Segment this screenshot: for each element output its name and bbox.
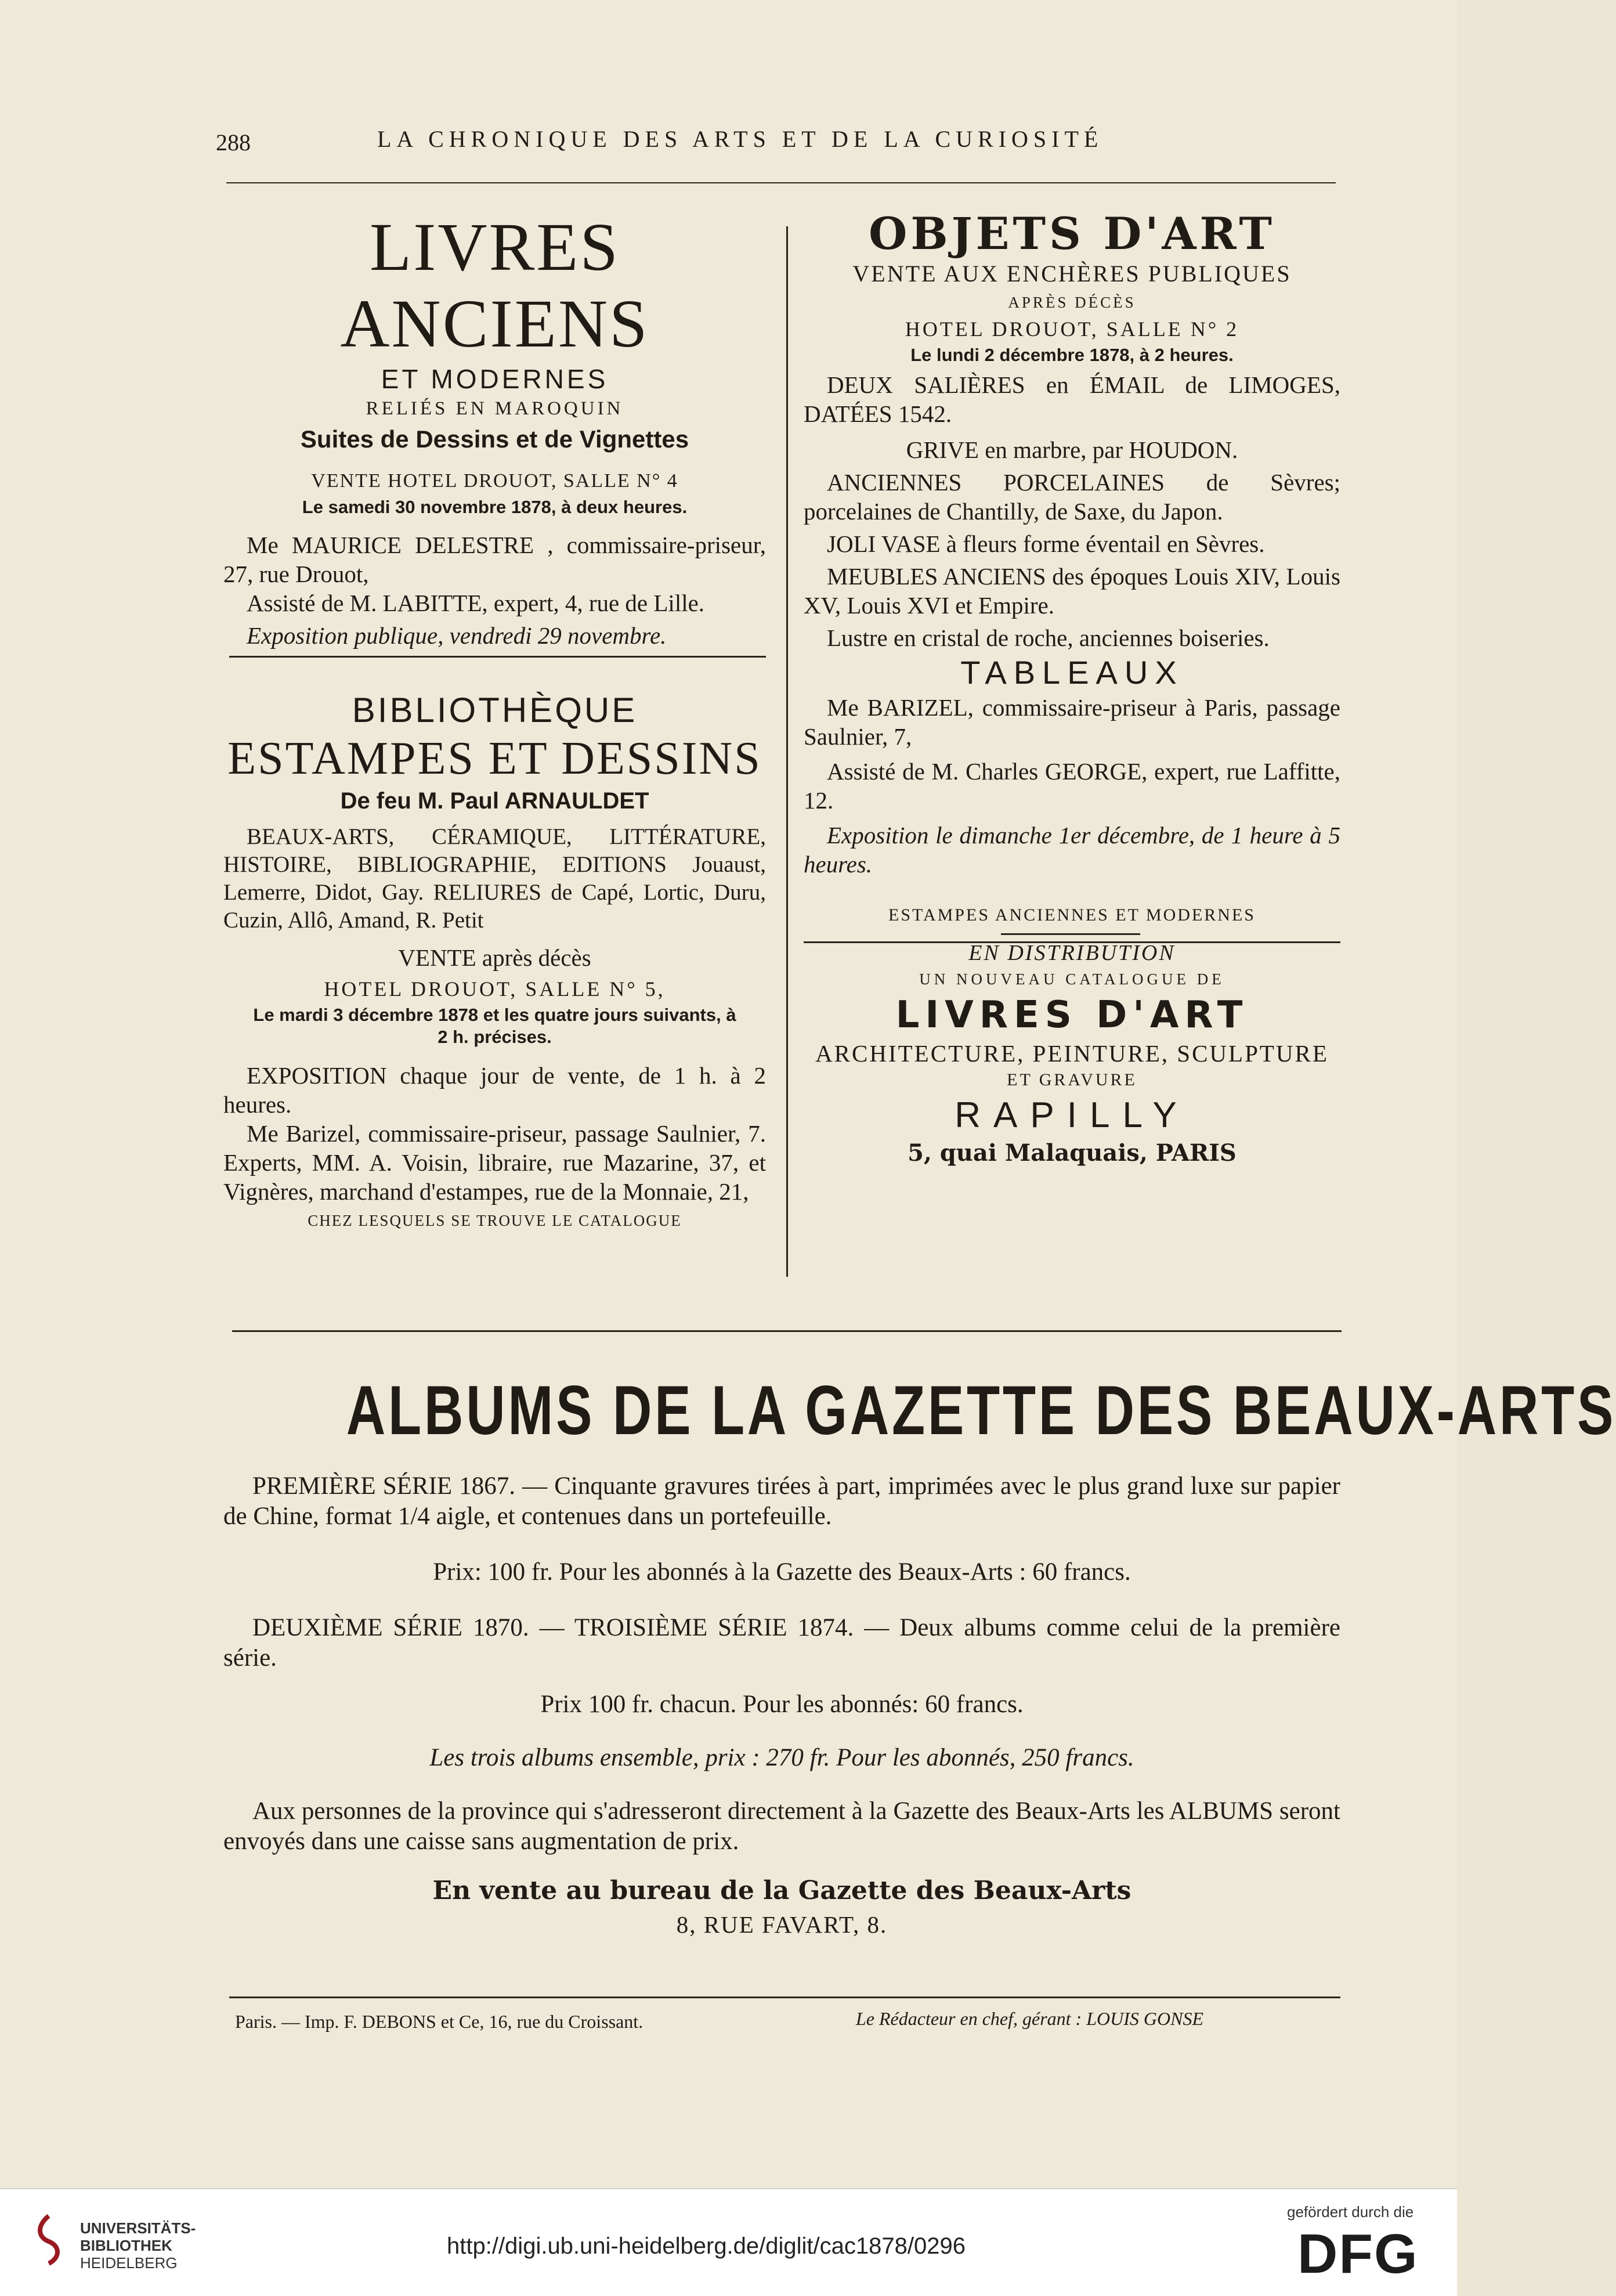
albums-paragraph: PREMIÈRE SÉRIE 1867. — Cinquante gravures tirées à part, imprimées avec le plus grand luxe sur papier de Chine, format 1/4 aigle, et contenues dans un portefeuille. xyxy=(223,1472,1340,1530)
section-rule xyxy=(232,1330,1342,1332)
ad-item: MEUBLES ANCIENS des époques Louis XIV, Louis XV, Louis XVI et Empire. xyxy=(804,563,1340,619)
ad-owner: De feu M. Paul ARNAULDET xyxy=(340,788,649,814)
ad-line: VENTE AUX ENCHÈRES PUBLIQUES xyxy=(852,261,1292,287)
ad-paragraph: EXPOSITION chaque jour de vente, de 1 h. à 2 heures. xyxy=(223,1062,766,1118)
short-rule xyxy=(1001,933,1140,935)
running-title: LA CHRONIQUE DES ARTS ET DE LA CURIOSITÉ xyxy=(377,126,1104,152)
ad-date: Le mardi 3 décembre 1878 et les quatre jours suivants, à 2 h. précises. xyxy=(253,1005,736,1047)
albums-price: Prix: 100 fr. Pour les abonnés à la Gazette des Beaux-Arts : 60 francs. xyxy=(433,1558,1131,1586)
ad-paragraph: Assisté de M. LABITTE, expert, 4, rue de Lille. xyxy=(247,590,705,616)
library-name-line: HEIDELBERG xyxy=(80,2254,178,2272)
dfg-logo: DFG xyxy=(1297,2223,1419,2285)
ad-sale: HOTEL DROUOT, SALLE N° 2 xyxy=(905,317,1239,341)
ad-exposition: Exposition le dimanche 1er décembre, de 1 heure à 5 heures. xyxy=(804,822,1340,878)
right-column xyxy=(804,209,1340,1168)
ad-address: 5, quai Malaquais, PARIS xyxy=(908,1139,1237,1167)
ad-paragraph: Me Barizel, commissaire-priseur, passage Saulnier, 7. Experts, MM. A. Voisin, libraire, rue Mazarine, 37, et Vignères, marchand d'estampes, rue de la Monnaie, 21, xyxy=(223,1120,766,1205)
albums-section xyxy=(223,1367,1616,1941)
library-name-line: UNIVERSITÄTS- xyxy=(80,2219,196,2237)
ad-line: ARCHITECTURE, PEINTURE, SCULPTURE xyxy=(815,1040,1329,1067)
funded-by: gefördert durch die xyxy=(1287,2203,1414,2221)
ad-item: GRIVE en marbre, par HOUDON. xyxy=(906,436,1238,463)
permalink-url[interactable]: http://digi.ub.uni-heidelberg.de/diglit/cac1878/0296 xyxy=(447,2233,966,2259)
section-rule xyxy=(804,941,1340,943)
ad-line: UN NOUVEAU CATALOGUE DE xyxy=(919,970,1225,988)
ad-title-bibliotheque: BIBLIOTHÈQUE xyxy=(352,691,638,730)
ad-catalogue: CHEZ LESQUELS SE TROUVE LE CATALOGUE xyxy=(308,1212,682,1229)
ad-paragraph: BEAUX-ARTS, CÉRAMIQUE, LITTÉRATURE, HISTOIRE, BIBLIOGRAPHIE, EDITIONS Jouaust, Lemerre, Didot, Gay. RELIURES de Capé, Lortic, Duru, Cuzin, Allô, Amand, R. Petit xyxy=(223,824,766,933)
ad-subtitle: ET MODERNES xyxy=(381,364,609,394)
ad-line: APRÈS DÉCÈS xyxy=(1008,294,1136,311)
ad-title-tableaux: TABLEAUX xyxy=(960,654,1184,691)
ad-item: DEUX SALIÈRES en ÉMAIL de LIMOGES, DATÉES 1542. xyxy=(804,371,1340,427)
ad-title-livres-anciens: LIVRES ANCIENS xyxy=(340,209,649,362)
ad-line: ESTAMPES ANCIENNES ET MODERNES xyxy=(888,905,1256,925)
imprint-printer: Paris. — Imp. F. DEBONS et Ce, 16, rue du Croissant. xyxy=(235,2011,643,2032)
ad-paragraph: Assisté de M. Charles GEORGE, expert, rue Laffitte, 12. xyxy=(804,758,1340,814)
albums-paragraph: DEUXIÈME SÉRIE 1870. — TROISIÈME SÉRIE 1874. — Deux albums comme celui de la première série. xyxy=(223,1614,1340,1672)
ad-title-objets-dart: OBJETS D'ART xyxy=(869,208,1275,259)
ad-exposition: Exposition publique, vendredi 29 novembre. xyxy=(247,622,667,649)
ad-sale: VENTE HOTEL DROUOT, SALLE N° 4 xyxy=(311,470,678,492)
ad-line: RELIÉS EN MAROQUIN xyxy=(366,398,624,419)
ad-title-livres-dart: LIVRES D'ART xyxy=(895,994,1249,1037)
ad-line-vignettes: Suites de Dessins et de Vignettes xyxy=(300,425,689,453)
albums-sale: En vente au bureau de la Gazette des Beaux-Arts xyxy=(432,1876,1131,1905)
ad-paragraph: Me MAURICE DELESTRE , commissaire-priseur, 27, rue Drouot, xyxy=(223,532,766,587)
imprint-rule xyxy=(229,1997,1340,1998)
ad-paragraph: Me BARIZEL, commissaire-priseur à Paris, passage Saulnier, 7, xyxy=(804,694,1340,750)
albums-paragraph: Aux personnes de la province qui s'adresseront directement à la Gazette des Beaux-Arts les ALBUMS seront envoyés dans une caisse sans augmentation de prix. xyxy=(223,1797,1340,1855)
left-column xyxy=(223,209,766,1235)
ad-line: ET GRAVURE xyxy=(1007,1070,1137,1089)
ad-item: Lustre en cristal de roche, anciennes boiseries. xyxy=(827,624,1270,651)
library-name xyxy=(80,2219,196,2272)
library-logo-icon xyxy=(31,2214,66,2266)
library-name-line: BIBLIOTHEK xyxy=(80,2237,172,2254)
ad-title-estampes: ESTAMPES ET DESSINS xyxy=(227,733,762,784)
ad-item: JOLI VASE à fleurs forme éventail en Sèvres. xyxy=(827,530,1265,557)
ad-item: ANCIENNES PORCELAINES de Sèvres; porcelaines de Chantilly, de Saxe, du Japon. xyxy=(804,469,1340,525)
ad-sale: VENTE après décès xyxy=(398,944,591,971)
ad-date: Le samedi 30 novembre 1878, à deux heures. xyxy=(302,497,688,517)
albums-address: 8, RUE FAVART, 8. xyxy=(676,1911,888,1938)
albums-price: Prix 100 fr. chacun. Pour les abonnés: 60 francs. xyxy=(540,1691,1024,1718)
albums-title: ALBUMS DE LA GAZETTE DES BEAUX-ARTS xyxy=(346,1371,1616,1449)
ad-line: EN DISTRIBUTION xyxy=(968,941,1176,965)
ad-date: Le lundi 2 décembre 1878, à 2 heures. xyxy=(910,345,1234,365)
imprint-editor: Le Rédacteur en chef, gérant : LOUIS GONSE xyxy=(856,2008,1203,2029)
ad-sale-room: HOTEL DROUOT, SALLE N° 5, xyxy=(324,977,666,1001)
section-rule xyxy=(229,656,766,658)
albums-price: Les trois albums ensemble, prix : 270 fr. Pour les abonnés, 250 francs. xyxy=(429,1744,1134,1771)
ad-publisher: RAPILLY xyxy=(955,1095,1190,1135)
page-number: 288 xyxy=(216,129,251,156)
column-divider xyxy=(786,226,788,1277)
viewer-footer xyxy=(0,2188,1457,2296)
header-rule xyxy=(226,182,1336,183)
